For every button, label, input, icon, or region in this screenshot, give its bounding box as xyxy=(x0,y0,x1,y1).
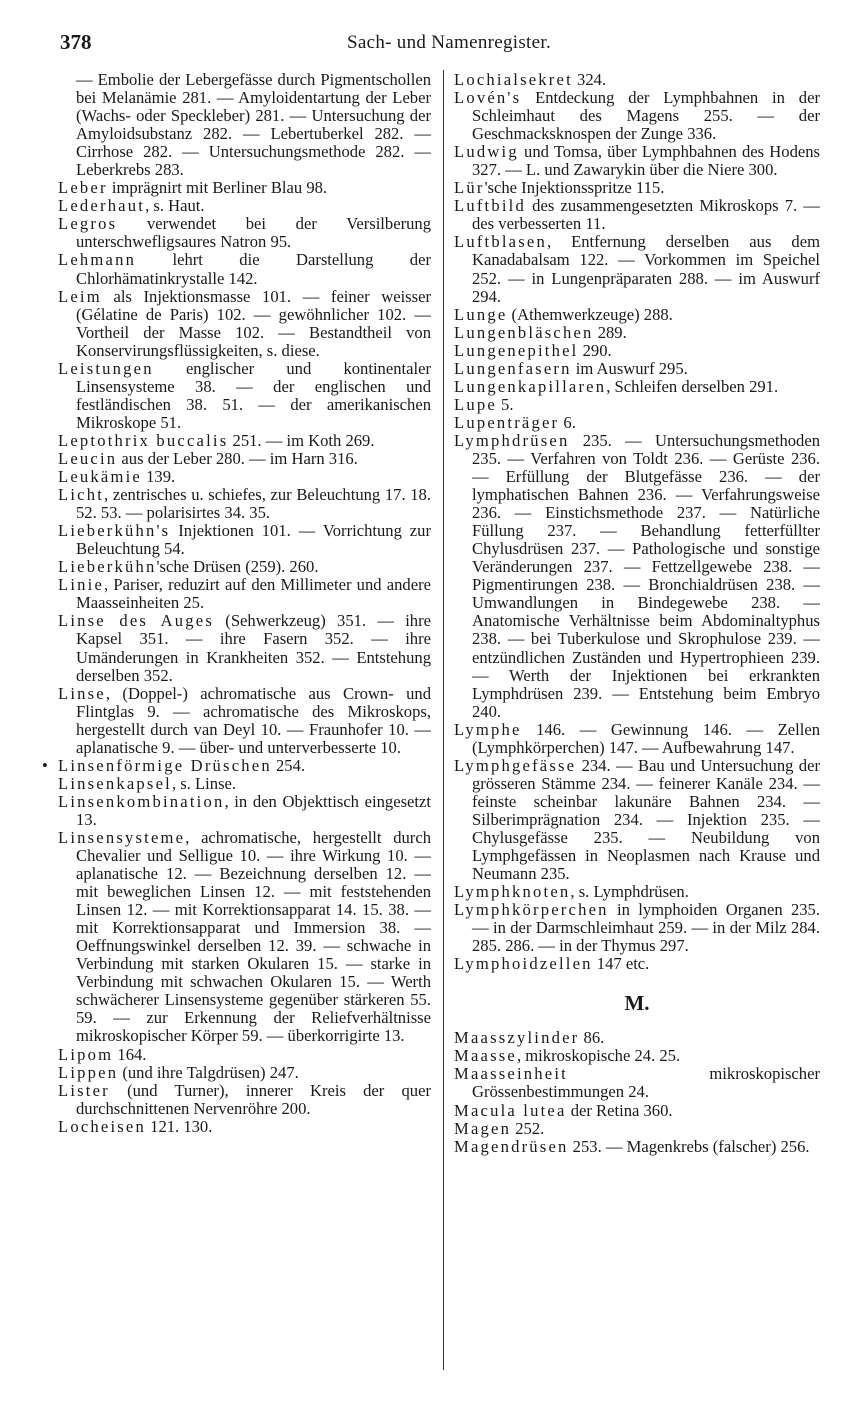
index-entry xyxy=(58,1064,431,1082)
entry-headword: Lupe xyxy=(454,394,497,414)
index-entry xyxy=(454,1029,820,1047)
index-entry xyxy=(454,1120,820,1138)
entry-text: 'sche Injektionsspritze 115. xyxy=(484,178,665,198)
index-entry xyxy=(58,450,431,468)
index-entry xyxy=(58,576,431,612)
entry-text: 6. xyxy=(559,412,576,432)
entry-headword: Lovén's xyxy=(454,88,522,108)
index-entry xyxy=(58,1082,431,1118)
entry-headword: Leim xyxy=(58,286,102,306)
entry-text: 'sche Drüsen (259). 260. xyxy=(156,557,319,577)
entry-text: 252. xyxy=(511,1118,545,1138)
index-entry xyxy=(454,1102,820,1120)
page-header xyxy=(60,30,820,60)
index-entry xyxy=(454,197,820,233)
entry-headword: Leukämie xyxy=(58,467,142,487)
index-entry xyxy=(454,143,820,179)
entry-headword: Linsensysteme xyxy=(58,827,186,847)
entry-text: 139. xyxy=(141,467,176,487)
entry-text: , achromatische, hergestellt durch Chevalier und Selligue 10. — ihre Wirkung 10. — aplanatische 12. — Bezeichnung derselben 12. — mit beweglichen Linsen 12. — mit feststehenden Linsen 12. — mit Korrektionsapparat 14. 15. 38. — mit Korrektionsapparat und Immersion 38. — Oeffnungswinkel derselben 12. 39. — schwache in Verbindung mit starken Okularen 15. — starke in Verbindung mit schwachen Okularen 15. — Werth schwächerer Linsensysteme gegenüber stärkeren 55. 59. — zur Erkennung der Reliefverhältnisse mikroskopischer Körper 59. — überkorrigirte 13. xyxy=(76,827,431,1046)
entry-text: der Retina 360. xyxy=(566,1100,673,1120)
entry-headword: Lochialsekret xyxy=(454,70,573,89)
entry-headword: Lymphoidzellen xyxy=(454,954,593,974)
entry-text: 5. xyxy=(496,394,514,414)
index-entry xyxy=(58,468,431,486)
entry-text: 164. xyxy=(113,1044,147,1064)
margin-bullet: • xyxy=(42,755,48,775)
entry-headword: Lungenepithel xyxy=(454,340,579,360)
entry-headword: Leucin xyxy=(58,448,118,468)
index-entry xyxy=(58,486,431,522)
entry-headword: Maasseinheit xyxy=(454,1064,568,1084)
entry-headword: Linse des Auges xyxy=(58,611,215,631)
index-entry xyxy=(58,1118,431,1136)
entry-headword: Lymphknoten xyxy=(454,882,571,902)
entry-text: 147 etc. xyxy=(592,954,650,974)
index-entry xyxy=(454,89,820,143)
page-number: 378 xyxy=(60,30,92,54)
entry-headword: Locheisen xyxy=(58,1116,146,1136)
entry-headword: Magen xyxy=(454,1118,512,1138)
index-entry xyxy=(58,685,431,757)
index-entry xyxy=(58,251,431,287)
entry-text: 254. xyxy=(271,755,306,775)
index-entry xyxy=(454,71,820,89)
entry-text: als Injektionsmasse 101. — feiner weisser (Gélatine de Paris) 102. — gewöhnlicher 102. — Vortheil der Masse 102. — Bestandtheil von Konservirungsflüssigkeiten, s. diese. xyxy=(76,286,431,360)
entry-headword: Lungenfasern xyxy=(454,358,572,378)
entry-text: 253. — Magenkrebs (falscher) 256. xyxy=(568,1136,810,1156)
index-entry xyxy=(58,215,431,251)
entry-headword: Lieberkühn xyxy=(58,557,157,577)
entry-headword: Lunge xyxy=(454,304,508,324)
entry-text: und Tomsa, über Lymphbahnen des Hodens 327. — L. und Zawarykin über die Niere 300. xyxy=(472,142,820,180)
index-entry xyxy=(454,1138,820,1156)
entry-text: des zusammengesetzten Mikroskops 7. — des verbesserten 11. xyxy=(472,196,820,234)
index-entry xyxy=(58,612,431,684)
entry-headword: Lipom xyxy=(58,1044,114,1064)
index-entry xyxy=(454,901,820,955)
entry-text: , Schleifen derselben 291. xyxy=(606,376,779,396)
entry-headword: Lister xyxy=(58,1080,110,1100)
index-entry xyxy=(454,360,820,378)
index-entry xyxy=(454,324,820,342)
entry-text: (Athemwerkzeuge) 288. xyxy=(507,304,673,324)
running-title: Sach- und Namenregister. xyxy=(347,32,551,53)
index-entry xyxy=(58,288,431,360)
entry-text: englischer und kontinentaler Linsensysteme 38. — der englischen und festländischen 38. 51. — der amerikanischen Mikroskope 51. xyxy=(76,358,431,432)
index-entry xyxy=(454,414,820,432)
entry-headword: Linse xyxy=(58,683,106,703)
index-entry xyxy=(454,757,820,883)
index-entry xyxy=(58,360,431,432)
index-entry xyxy=(454,432,820,721)
entry-headword: Lieberkühn's xyxy=(58,521,171,541)
entry-text: Entdeckung der Lymphbahnen in der Schleimhaut des Magens 255. — der Geschmacksknospen der Zunge 336. xyxy=(472,88,820,144)
entry-headword: Linie xyxy=(58,575,105,595)
entry-headword: Maasszylinder xyxy=(454,1028,580,1048)
entry-text: 251. — im Koth 269. xyxy=(228,430,375,450)
entry-text: 234. — Bau und Untersuchung der grösseren Stämme 234. — feinerer Kanäle 234. — feinste scheinbar lakunäre Bahnen 234. — Silberimprägnation 234. — Injektion 235. — Chylusgefässe 235. — Neubildung von Lymphgefässen in Neoplasmen nach Krause und Neumann 235. xyxy=(472,755,820,884)
index-entry xyxy=(58,793,431,829)
entry-headword: Leptothrix buccalis xyxy=(58,430,229,450)
entry-text: 289. xyxy=(593,322,627,342)
index-entry xyxy=(58,71,431,179)
index-entry xyxy=(58,558,431,576)
index-entry xyxy=(58,197,431,215)
entry-text: , s. Haut. xyxy=(145,196,205,216)
index-entry xyxy=(454,721,820,757)
entry-headword: Luftbild xyxy=(454,196,526,216)
index-entry xyxy=(454,306,820,324)
column-divider xyxy=(443,70,444,1370)
entry-text: , zentrisches u. schiefes, zur Beleuchtung 17. 18. 52. 53. — polarisirtes 34. 35. xyxy=(76,485,431,523)
entry-headword: Lymphkörperchen xyxy=(454,900,609,920)
left-column xyxy=(42,70,431,1136)
entry-headword: Linsenkombination xyxy=(58,791,225,811)
entry-text: 235. — Untersuchungsmethoden 235. — Verfahren von Toldt 236. — Gerüste 236. — Erfüllung der Blutgefässe 236. — der lymphatischen Bahnen 236. — Verfahrungsweise 236. — Einstichsmethode 237. — Natürliche Füllung 237. — Behandlung fetterfüllter Chylusdrüsen 237. — Pathologische und sonstige Veränderungen 237. — Fettzellgewebe 238. — Pigmentirungen 238. — Bronchialdrüsen 238. — Umwandlungen in Bindegewebe 238. — Anatomische Verhältnisse beim Abdominaltyphus 238. — bei Tuberkulose und Skrophulose 239. — entzündlichen Zuständen und Hypertrophieen 239. — Werth der Injektionen bei erkrankten Lymphdrüsen 239. — Entstehung beim Embryo 240. xyxy=(472,430,820,721)
index-entry xyxy=(454,1065,820,1101)
entry-text: imprägnirt mit Berliner Blau 98. xyxy=(107,178,328,198)
entry-text: 121. 130. xyxy=(146,1116,213,1136)
index-entry xyxy=(58,775,431,793)
entry-headword: Maasse xyxy=(454,1046,517,1066)
entry-headword: Lupenträger xyxy=(454,412,560,432)
entry-text: , (Doppel-) achromatische aus Crown- und Flintglas 9. — achromatische des Mikroskops, hergestellt durch van Deyl 10. — Fraunhofer 10. — aplanatische 9. — über- und unterverbesserte 10. xyxy=(76,683,431,757)
entry-headword: Lymphdrüsen xyxy=(454,430,570,450)
index-entry xyxy=(454,233,820,305)
entry-text: (Sehwerkzeug) 351. — ihre Kapsel 351. — ihre Fasern 352. — ihre Umänderungen in Krankheiten 352. — Entstehung derselben 352. xyxy=(76,611,431,685)
section-m-entries xyxy=(454,1029,820,1155)
entry-headword: Lymphgefässe xyxy=(454,755,577,775)
entry-text: , Entfernung derselben aus dem Kanadabalsam 122. — Vorkommen im Speichel 252. — in Lungenpräparaten 288. — im Auswurf 294. xyxy=(472,232,820,306)
entry-text: 290. xyxy=(578,340,612,360)
entry-headword: Lür xyxy=(454,178,485,198)
entry-headword: Linsenkapsel xyxy=(58,773,172,793)
entry-text: , s. Lymphdrüsen. xyxy=(570,882,689,902)
index-entry xyxy=(58,522,431,558)
entry-text: — Embolie der Lebergefässe durch Pigmentschollen bei Melanämie 281. — Amyloidentartung der Leber (Wachs- oder Speckleber) 281. — Untersuchung der Amyloidsubstanz 282. — Lebertuberkel 282. — Cirrhose 282. — Untersuchungsmethode 282. — Leberkrebs 283. xyxy=(76,70,431,180)
index-entry xyxy=(454,378,820,396)
entry-text: 146. — Gewinnung 146. — Zellen (Lymphkörperchen) 147. — Aufbewahrung 147. xyxy=(472,719,820,757)
entry-headword: Lehmann xyxy=(58,250,137,270)
entry-text: , mikroskopische 24. 25. xyxy=(516,1046,681,1066)
entry-headword: Macula lutea xyxy=(454,1100,567,1120)
entry-text: aus der Leber 280. — im Harn 316. xyxy=(117,448,358,468)
entry-text: 324. xyxy=(572,70,607,89)
index-entry xyxy=(454,955,820,973)
index-entry xyxy=(454,179,820,197)
index-entry xyxy=(454,1047,820,1065)
entry-text: , in den Objekttisch eingesetzt 13. xyxy=(76,791,431,829)
entry-headword: Lungenbläschen xyxy=(454,322,594,342)
index-entry xyxy=(58,432,431,450)
entry-text: verwendet bei der Versilberung unterschwefligsaures Natron 95. xyxy=(76,214,431,252)
entry-headword: Legros xyxy=(58,214,118,234)
entry-text: lehrt die Darstellung der Chlorhämatinkrystalle 142. xyxy=(76,250,431,288)
entry-headword: Lederhaut xyxy=(58,196,146,216)
entry-text: mikroskopischer Grössenbestimmungen 24. xyxy=(472,1064,820,1102)
entry-text: , s. Linse. xyxy=(171,773,237,793)
index-entry xyxy=(454,883,820,901)
entry-text: , Pariser, reduzirt auf den Millimeter und andere Maasseinheiten 25. xyxy=(76,575,431,613)
entry-headword: Licht xyxy=(58,485,105,505)
entry-text: in lymphoiden Organen 235. — in der Darmschleimhaut 259. — in der Milz 284. 285. 286. — in der Thymus 297. xyxy=(472,900,820,956)
index-entry xyxy=(454,396,820,414)
index-entry xyxy=(58,179,431,197)
entry-headword: Leber xyxy=(58,178,108,198)
entry-text: 86. xyxy=(579,1028,605,1048)
entry-text: im Auswurf 295. xyxy=(571,358,688,378)
right-column xyxy=(454,71,820,1156)
entry-text: Injektionen 101. — Vorrichtung zur Beleuchtung 54. xyxy=(76,521,431,559)
entry-headword: Luftblasen xyxy=(454,232,547,252)
entry-headword: Leistungen xyxy=(58,358,154,378)
index-entry xyxy=(58,1046,431,1064)
section-letter-heading: M. xyxy=(624,991,650,1016)
entry-headword: Lungenkapillaren xyxy=(454,376,607,396)
entry-headword: Lymphe xyxy=(454,719,522,739)
entry-text: (und ihre Talgdrüsen) 247. xyxy=(118,1062,299,1082)
entry-headword: Lippen xyxy=(58,1062,119,1082)
entry-headword: Linsenförmige Drüschen xyxy=(58,755,272,775)
entry-headword: Magendrüsen xyxy=(454,1136,569,1156)
index-entry xyxy=(42,755,431,775)
entry-headword: Ludwig xyxy=(454,142,519,162)
right-entries xyxy=(454,71,820,973)
index-entry xyxy=(58,829,431,1046)
index-entry xyxy=(454,342,820,360)
entry-text: (und Turner), innerer Kreis der quer durchschnittenen Nervenröhre 200. xyxy=(76,1080,431,1118)
